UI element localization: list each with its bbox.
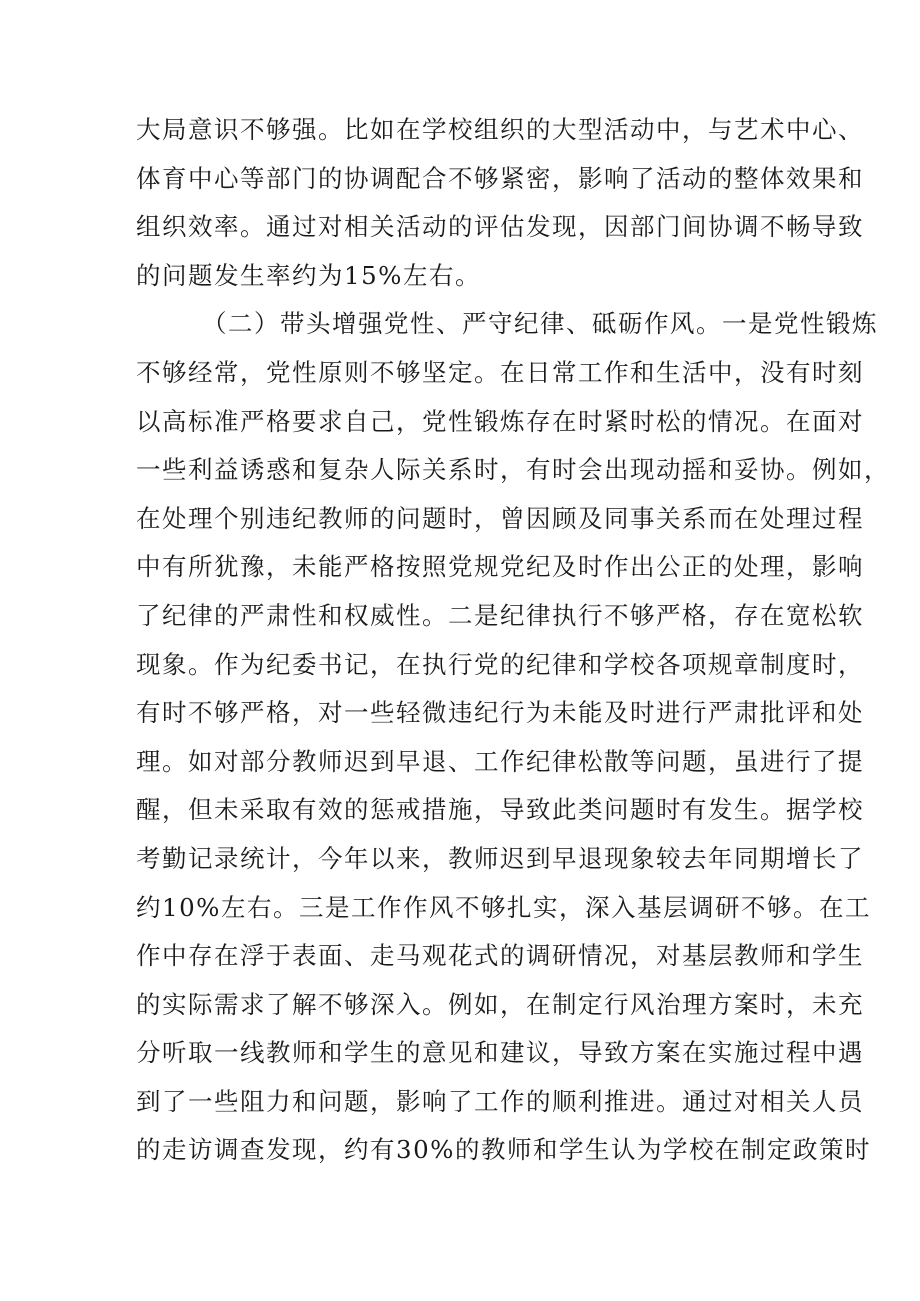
text-line: 体育中心等部门的协调配合不够紧密，影响了活动的整体效果和 <box>136 163 864 193</box>
text-line: 一些利益诱惑和复杂人际关系时，有时会出现动摇和妥协。例如， <box>136 455 890 485</box>
text-line: 醒，但未采取有效的惩戒措施，导致此类问题时有发生。据学校 <box>136 795 864 825</box>
text-line: 有时不够严格，对一些轻微违纪行为未能及时进行严肃批评和处 <box>136 698 864 728</box>
text-line: 的走访调查发现，约有30%的教师和学生认为学校在制定政策时 <box>136 1135 871 1165</box>
text-line: 大局意识不够强。比如在学校组织的大型活动中，与艺术中心、 <box>136 115 864 144</box>
text-line: 理。如对部分教师迟到早退、工作纪律松散等问题，虽进行了提 <box>136 746 864 776</box>
text-line: 考勤记录统计，今年以来，教师迟到早退现象较去年同期增长了 <box>136 843 864 873</box>
text-line: 现象。作为纪委书记，在执行党的纪律和学校各项规章制度时， <box>136 649 864 679</box>
text-line: 分听取一线教师和学生的意见和建议，导致方案在实施过程中遇 <box>136 1038 864 1068</box>
text-line: 的问题发生率约为15%左右。 <box>136 260 481 290</box>
text-line: 到了一些阻力和问题，影响了工作的顺利推进。通过对相关人员 <box>136 1086 864 1116</box>
body-text <box>136 106 890 1175</box>
text-line: 的实际需求了解不够深入。例如，在制定行风治理方案时，未充 <box>136 989 864 1019</box>
text-line: 约10%左右。三是工作作风不够扎实，深入基层调研不够。在工 <box>136 892 871 922</box>
text-line: 了纪律的严肃性和权威性。二是纪律执行不够严格，存在宽松软 <box>136 600 864 630</box>
text-line: 不够经常，党性原则不够坚定。在日常工作和生活中，没有时刻 <box>136 357 864 387</box>
text-line: 作中存在浮于表面、走马观花式的调研情况，对基层教师和学生 <box>136 941 864 971</box>
text-line: 组织效率。通过对相关活动的评估发现，因部门间协调不畅导致 <box>136 212 864 242</box>
text-line: 以高标准严格要求自己，党性锻炼存在时紧时松的情况。在面对 <box>136 406 864 436</box>
text-line: 中有所犹豫，未能严格按照党规党纪及时作出公正的处理，影响 <box>136 552 864 582</box>
text-line: 在处理个别违纪教师的问题时，曾因顾及同事关系而在处理过程 <box>136 503 864 533</box>
section-heading-line: （二）带头增强党性、严守纪律、砥砺作风。一是党性锻炼 <box>202 309 878 339</box>
